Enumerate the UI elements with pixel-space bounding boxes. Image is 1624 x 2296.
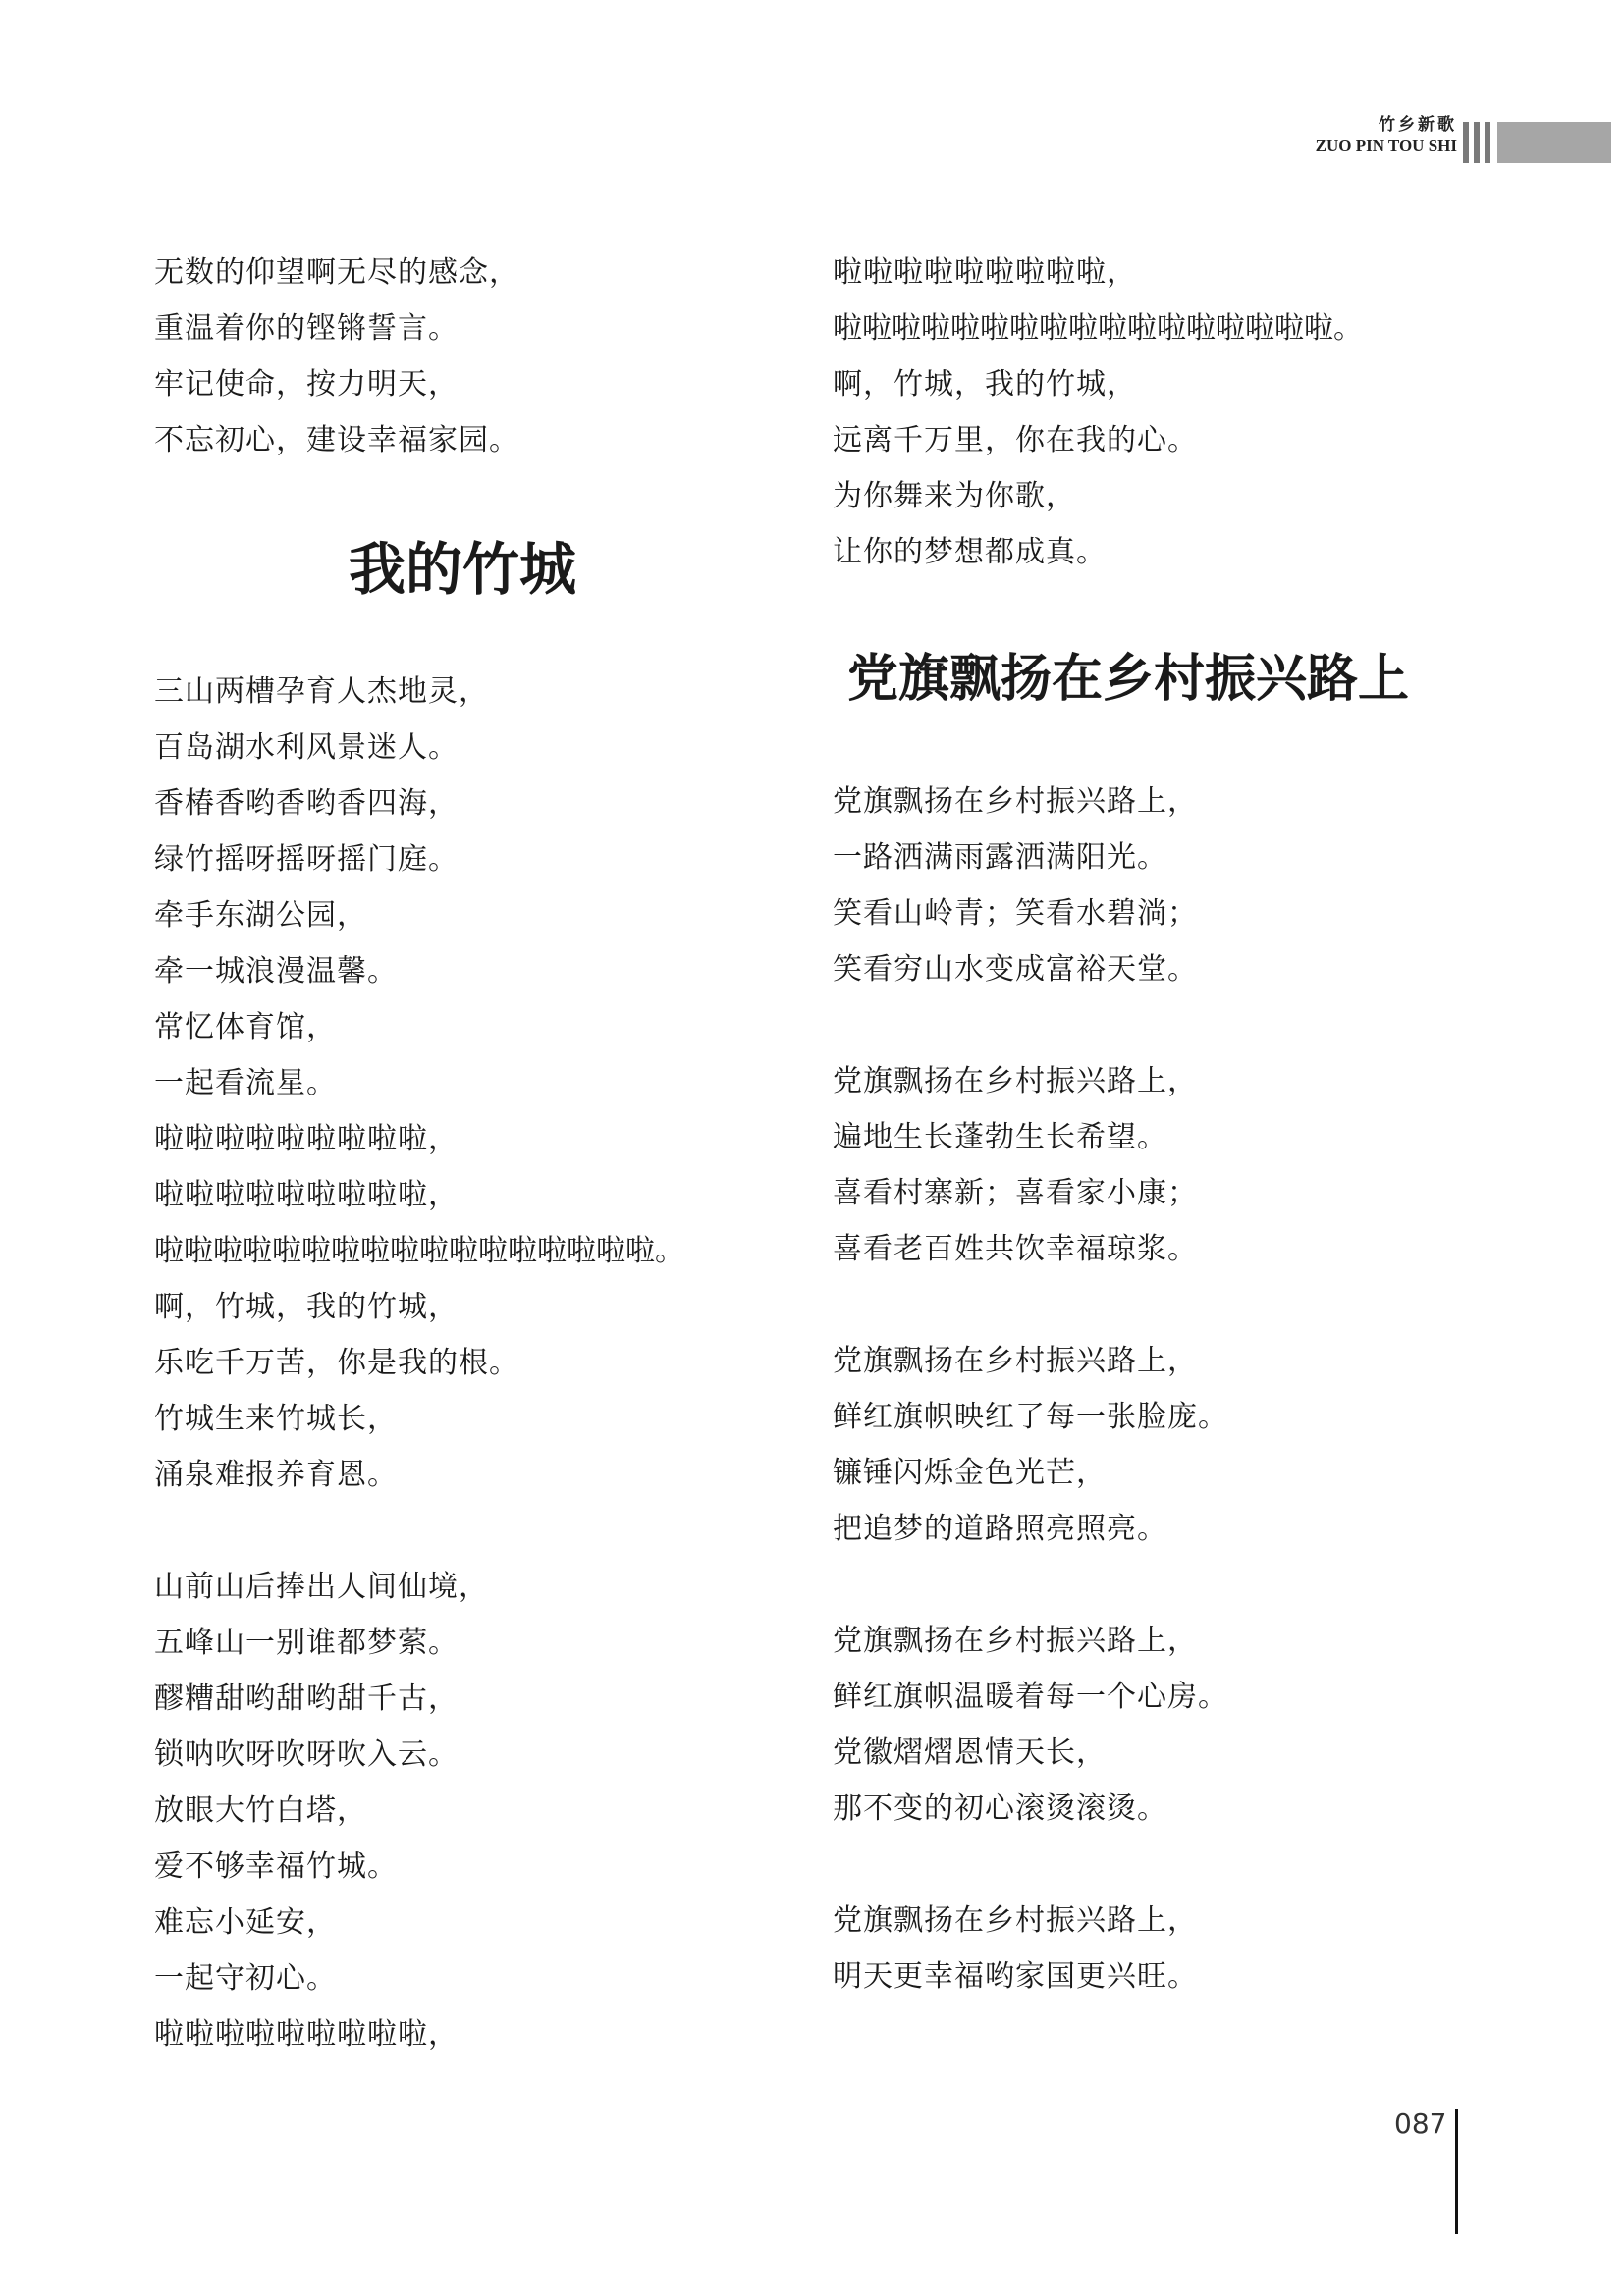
page-number: 087 (1394, 2108, 1447, 2140)
poem-line: 明天更幸福哟家国更兴旺。 (833, 1959, 1198, 1994)
section-title-cn: 竹乡新歌 (1379, 115, 1457, 133)
poem-line: 党旗飘扬在乡村振兴路上， (833, 1344, 1198, 1378)
poem-title-my-bamboo-city: 我的竹城 (349, 536, 577, 603)
poem-line: 绿竹摇呀摇呀摇门庭。 (154, 842, 459, 877)
poem-line: 牵一城浪漫温馨。 (154, 954, 398, 988)
page-number-rule (1455, 2109, 1458, 2234)
poem-line: 让你的梦想都成真。 (833, 535, 1107, 569)
poem-line: 镰锤闪烁金色光芒， (833, 1456, 1107, 1490)
poem-line: 放眼大竹白塔， (154, 1793, 367, 1828)
poem-line: 啦啦啦啦啦啦啦啦啦， (154, 1178, 459, 1212)
poem-line: 党徽熠熠恩情天长， (833, 1735, 1107, 1770)
poem-line: 喜看老百姓共饮幸福琼浆。 (833, 1232, 1198, 1266)
poem-line: 爱不够幸福竹城。 (154, 1849, 398, 1884)
poem-line: 百岛湖水利风景迷人。 (154, 730, 459, 765)
poem-line: 党旗飘扬在乡村振兴路上， (833, 1903, 1198, 1938)
poem-line: 牢记使命，按力明天， (154, 367, 459, 401)
poem-line: 啦啦啦啦啦啦啦啦啦， (833, 255, 1137, 290)
poem-line: 一起守初心。 (154, 1961, 337, 1996)
poem-line: 乐吃千万苦，你是我的根。 (154, 1346, 519, 1380)
poem-line: 重温着你的铿锵誓言。 (154, 311, 459, 346)
poem-line: 遍地生长蓬勃生长希望。 (833, 1120, 1167, 1154)
poem-line: 一起看流星。 (154, 1066, 337, 1100)
poem-line: 难忘小延安， (154, 1905, 337, 1940)
poem-line: 党旗飘扬在乡村振兴路上， (833, 1624, 1198, 1658)
poem-line: 锁呐吹呀吹呀吹入云。 (154, 1737, 459, 1772)
poem-line: 啊，竹城，我的竹城， (833, 367, 1137, 401)
poem-line: 香椿香哟香哟香四海， (154, 786, 459, 821)
poem-line: 啦啦啦啦啦啦啦啦啦啦啦啦啦啦啦啦啦。 (833, 311, 1363, 346)
header-gray-block (1497, 122, 1611, 163)
poem-line: 党旗飘扬在乡村振兴路上， (833, 1064, 1198, 1098)
poem-line: 鲜红旗帜温暖着每一个心房。 (833, 1680, 1228, 1714)
poem-line: 不忘初心，建设幸福家园。 (154, 423, 519, 457)
poem-line: 为你舞来为你歌， (833, 479, 1076, 513)
poem-line: 笑看山岭青；笑看水碧淌； (833, 896, 1198, 931)
poem-line: 一路洒满雨露洒满阳光。 (833, 840, 1167, 875)
poem-line: 远离千万里，你在我的心。 (833, 423, 1198, 457)
poem-line: 鲜红旗帜映红了每一张脸庞。 (833, 1400, 1228, 1434)
poem-title-party-flag: 党旗飘扬在乡村振兴路上 (847, 650, 1410, 709)
poem-line: 无数的仰望啊无尽的感念， (154, 255, 519, 290)
poem-line: 涌泉难报养育恩。 (154, 1458, 398, 1492)
poem-line: 常忆体育馆， (154, 1010, 337, 1044)
poem-line: 那不变的初心滚烫滚烫。 (833, 1791, 1167, 1826)
running-header (1316, 114, 1457, 157)
poem-line: 啦啦啦啦啦啦啦啦啦， (154, 1122, 459, 1156)
poem-line: 牵手东湖公园， (154, 898, 367, 933)
poem-line: 三山两槽孕育人杰地灵， (154, 674, 489, 709)
poem-line: 笑看穷山水变成富裕天堂。 (833, 952, 1198, 987)
poem-line: 五峰山一别谁都梦萦。 (154, 1626, 459, 1660)
poem-line: 喜看村寨新；喜看家小康； (833, 1176, 1198, 1210)
poem-line: 山前山后捧出人间仙境， (154, 1570, 489, 1604)
poem-line: 党旗飘扬在乡村振兴路上， (833, 784, 1198, 819)
poem-line: 啦啦啦啦啦啦啦啦啦啦啦啦啦啦啦啦啦。 (154, 1234, 684, 1268)
poem-line: 把追梦的道路照亮照亮。 (833, 1512, 1167, 1546)
poem-line: 啊，竹城，我的竹城， (154, 1290, 459, 1324)
section-title-en: ZUO PIN TOU SHI (1315, 136, 1457, 155)
poem-line: 醪糟甜哟甜哟甜千古， (154, 1682, 459, 1716)
poem-line: 啦啦啦啦啦啦啦啦啦， (154, 2017, 459, 2052)
poem-line: 竹城生来竹城长， (154, 1402, 398, 1436)
